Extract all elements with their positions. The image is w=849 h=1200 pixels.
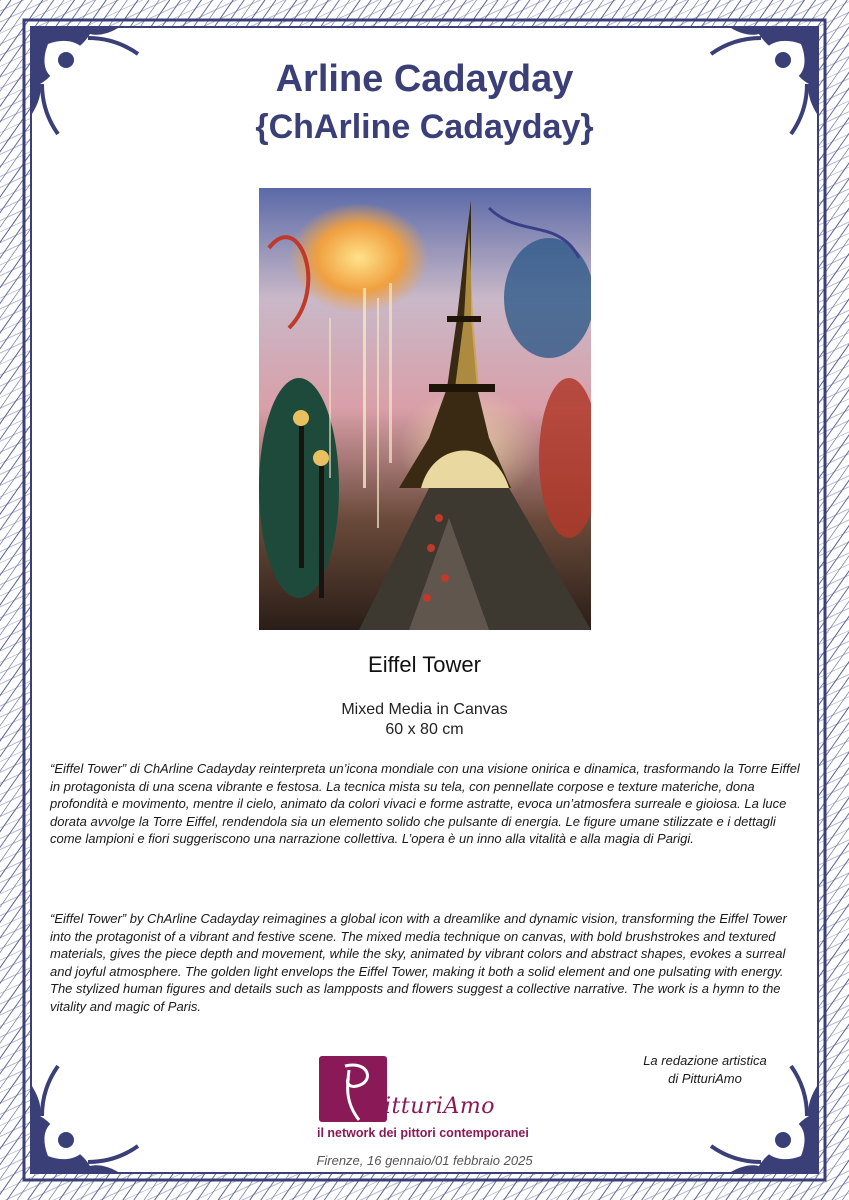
artwork-medium: Mixed Media in Canvas: [341, 701, 508, 718]
artist-alias: {ChArline Cadayday}: [255, 108, 594, 146]
artwork-details: [0, 700, 849, 740]
artwork-dimensions: 60 x 80 cm: [385, 721, 464, 738]
artwork-image: [259, 188, 591, 630]
signature-line-2: di PitturiAmo: [668, 1071, 742, 1086]
editorial-signature: [610, 1052, 800, 1088]
logo-wordmark: itturiAmo: [384, 1094, 495, 1119]
logo-tagline: il network dei pittori contemporanei: [317, 1126, 529, 1140]
description-italian: “Eiffel Tower” di ChArline Cadayday reinterpreta un’icona mondiale con una visione onirica e dinamica, trasformando la Torre Eiffel in protagonista di una scena vibrante e festosa. La tecnica mista su tela, con pennellate corpose e texture materiche, dona profondità e movimento, mentre il cielo, animato da colori vivaci e forme astratte, evoca un’atmosfera surreale e gioiosa. La luce dorata avvolge la Torre Eiffel, rendendola sia un elemento solido che pulsante di energia. Le figure umane stilizzate e i dettagli come lampioni e fiori suggeriscono una narrazione collettiva. L’opera è un inno alla vitalità e alla magia di Parigi.: [50, 761, 800, 846]
artwork-title: Eiffel Tower: [368, 652, 481, 677]
pitturiamo-logo-icon: [319, 1056, 387, 1122]
place-date: Firenze, 16 gennaio/01 febbraio 2025: [316, 1153, 533, 1168]
description-english: “Eiffel Tower” by ChArline Cadayday reimagines a global icon with a dreamlike and dynamic vision, transforming the Eiffel Tower into the protagonist of a vibrant and festive scene. The mixed media technique on canvas, with bold brushstrokes and textured materials, gives the piece depth and movement, while the sky, animated by vibrant colors and abstract shapes, evokes a surreal and joyful atmosphere. The golden light envelops the Eiffel Tower, making it both a solid element and one pulsating with energy. The stylized human figures and details such as lampposts and flowers suggest a collective narrative. The work is a hymn to the vitality and magic of Paris.: [50, 911, 787, 1014]
signature-line-1: La redazione artistica: [643, 1053, 767, 1068]
artist-name: Arline Cadayday: [275, 58, 574, 100]
